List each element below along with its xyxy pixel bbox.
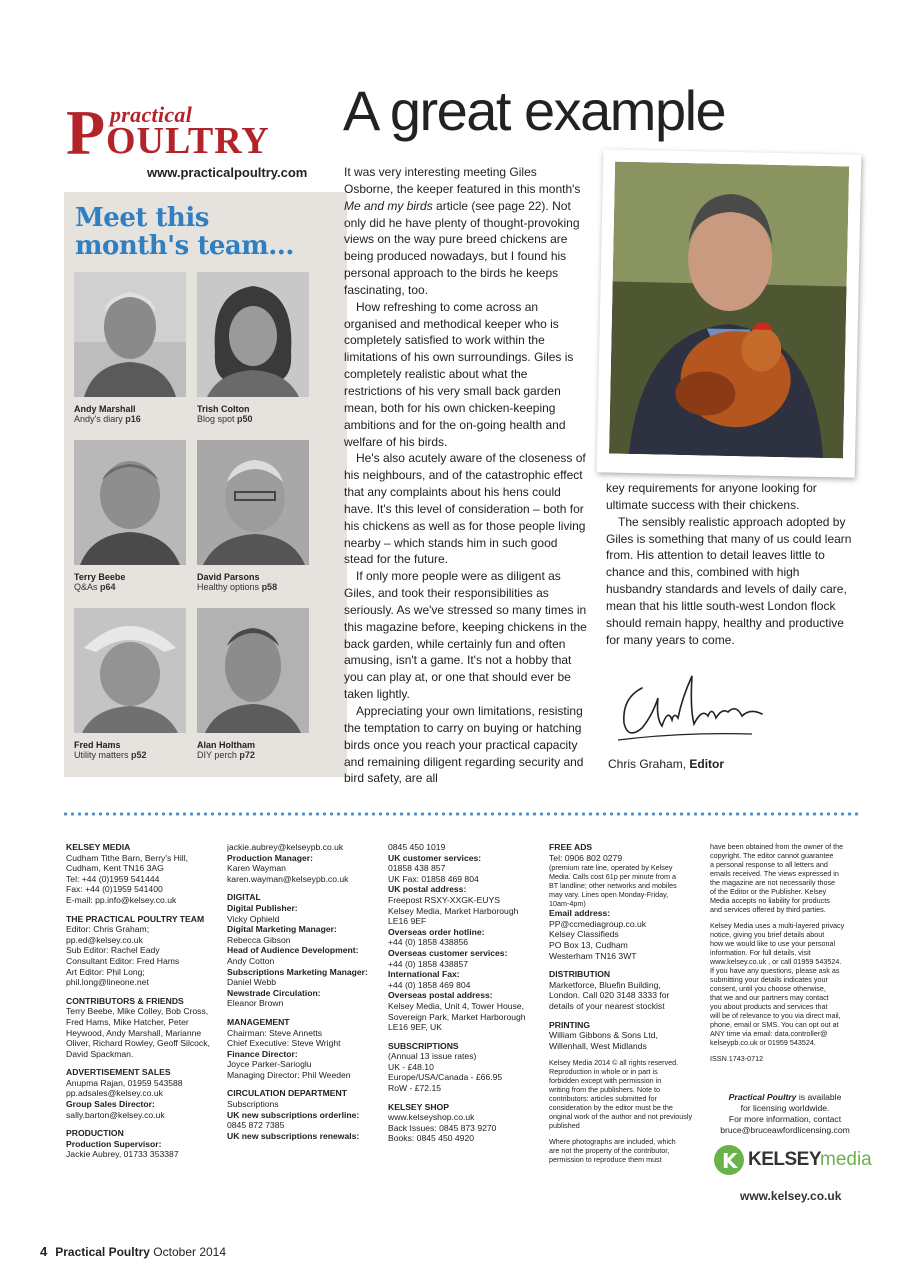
footer-line: Kelsey Media, Market Harborough xyxy=(388,905,519,916)
article-paragraph: Appreciating your own limitations, resisting the temptation to carry on buying or hatching birds once you reach your practical capacity and remaining diligent regarding security and bird safety, are all xyxy=(344,704,584,786)
portrait-photo xyxy=(74,440,186,565)
member-name: Terry Beebe xyxy=(74,572,126,582)
footer-heading: THE PRACTICAL POULTRY TEAM xyxy=(66,913,205,924)
footer-line: contributors: articles submitted for xyxy=(549,1094,657,1104)
footer-line: Fax: +44 (0)1959 541400 xyxy=(66,884,163,895)
portrait-photo xyxy=(197,440,309,565)
footer-heading: SUBSCRIPTIONS xyxy=(388,1040,459,1051)
footer-line: BT landline; other networks and mobiles xyxy=(549,881,677,891)
footer-line: UK Fax: 01858 469 804 xyxy=(388,873,479,884)
footer-line: information. For full details, visit xyxy=(710,948,811,957)
portrait-photo xyxy=(74,272,186,397)
footer-line: +44 (0) 1858 469 804 xyxy=(388,979,471,990)
footer-column-3 xyxy=(388,842,543,1144)
footer-line: Freepost RSXY-XXGK-EUYS xyxy=(388,894,500,905)
footer-line: Media accepts no liability for products xyxy=(710,896,830,905)
team-member xyxy=(197,272,309,424)
footer-line: Email address: xyxy=(549,908,611,919)
article-paragraph: The sensibly realistic approach adopted by Giles is something that many of us could learn from. His attention to detail leaves little to chance and this, combined with high husbandry standards and levels of daily care, mean that his little south-west London flock should remain happy, healthy and productive for many years to come. xyxy=(606,514,852,647)
footer-line: Rebecca Gibson xyxy=(227,934,291,945)
footer-heading: PRINTING xyxy=(549,1019,591,1030)
footer-line: +44 (0) 1858 438857 xyxy=(388,958,469,969)
team-member xyxy=(197,608,309,760)
footer-line: William Gibbons & Sons Ltd, xyxy=(549,1030,658,1041)
website-link[interactable]: www.practicalpoultry.com xyxy=(147,165,308,180)
footer-line: Subscriptions Marketing Manager: xyxy=(227,966,368,977)
footer-column-5 xyxy=(710,842,862,1063)
footer-heading: CONTRIBUTORS & FRIENDS xyxy=(66,995,184,1006)
footer-line: Kelsey Media uses a multi-layered privacy xyxy=(710,921,845,930)
footer-line: Chairman: Steve Annetts xyxy=(227,1027,323,1038)
footer-line: UK new subscriptions orderline: xyxy=(227,1109,360,1120)
portrait-photo xyxy=(74,608,186,733)
member-name: Fred Hams xyxy=(74,740,121,750)
footer-line: consent, until you choose otherwise, xyxy=(710,984,826,993)
kelsey-media-wordmark: media xyxy=(820,1149,872,1170)
footer-line: pp.adsales@kelsey.co.uk xyxy=(66,1088,163,1099)
footer-line: a personal response to all letters and xyxy=(710,860,828,869)
editor-photo-frame xyxy=(597,149,862,477)
licensing-note: Practical Poultry is available for licensing worldwide. For more information, contact bruce@bruceawfordlicensing.com xyxy=(720,1092,850,1135)
footer-line: Overseas postal address: xyxy=(388,990,493,1001)
footer-line: original work of the author and not previously published xyxy=(549,1112,693,1131)
footer-line: notice, giving you brief details about xyxy=(710,930,825,939)
footer-line: Managing Director: Phil Weeden xyxy=(227,1069,351,1080)
footer-line: (premium rate line, operated by Kelsey xyxy=(549,863,673,873)
member-name: Andy Marshall xyxy=(74,404,136,414)
footer-line: 01858 438 857 xyxy=(388,863,446,874)
footer-line: are not the property of the contributor, xyxy=(549,1146,670,1156)
licensing-email[interactable]: bruce@bruceawfordlicensing.com xyxy=(720,1125,850,1135)
footer-line: phil.long@lineone.net xyxy=(66,977,149,988)
page-folio xyxy=(40,1244,226,1259)
footer-line: Daniel Webb xyxy=(227,977,277,988)
footer-line: Group Sales Director: xyxy=(66,1099,155,1110)
footer-line: www.kelsey.co.uk , or call 01959 543524. xyxy=(710,957,842,966)
portrait-photo xyxy=(197,608,309,733)
footer-line: that we and our partners may contact xyxy=(710,993,829,1002)
footer-line: LE16 9EF xyxy=(388,916,427,927)
footer-line: copyright. The editor cannot guarantee xyxy=(710,851,834,860)
footer-heading: ADVERTISEMENT SALES xyxy=(66,1067,171,1078)
article-column-1 xyxy=(344,164,587,787)
footer-line: Karen Wayman xyxy=(227,863,286,874)
footer-line: www.kelseyshop.co.uk xyxy=(388,1112,475,1123)
footer-line: London. Call 020 3148 3333 for xyxy=(549,990,670,1001)
logo-practical: practical xyxy=(110,102,193,127)
footer-line: Reproduction in whole or in part is xyxy=(549,1067,658,1077)
member-role: Andy's diary p16 xyxy=(74,414,141,424)
spacer xyxy=(710,914,862,921)
page-number: 4 xyxy=(40,1244,48,1259)
footer-line: emails received. The views expressed in xyxy=(710,869,839,878)
editor-signature xyxy=(612,668,772,748)
footer-line: will be of relevance to you via direct mail, xyxy=(710,1011,841,1020)
kelsey-k-icon: K xyxy=(714,1145,744,1175)
footer-line: PO Box 13, Cudham xyxy=(549,939,628,950)
footer-line: UK new subscriptions renewals: xyxy=(227,1130,360,1141)
practical-poultry-logo xyxy=(66,97,326,168)
footer-line: Digital Marketing Manager: xyxy=(227,924,337,935)
footer-line: Kelsey Media 2014 © all rights reserved. xyxy=(549,1058,679,1068)
member-name: Alan Holtham xyxy=(197,740,256,750)
footer-line: Consultant Editor: Fred Hams xyxy=(66,955,180,966)
footer-line: David Spackman. xyxy=(66,1048,134,1059)
team-box xyxy=(64,192,347,777)
article-paragraph: key requirements for anyone looking for ultimate success with their chickens. xyxy=(606,481,817,512)
footer-line: Sub Editor: Rachel Eady xyxy=(66,945,160,956)
footer-line: UK postal address: xyxy=(388,884,467,895)
spacer xyxy=(710,1047,862,1054)
footer-column-1 xyxy=(66,842,216,1160)
footer-line: Editor: Chris Graham; xyxy=(66,924,150,935)
footer-line: (Annual 13 issue rates) xyxy=(388,1051,477,1062)
footer-line: and services offered by third parties. xyxy=(710,905,826,914)
footer-heading: FREE ADS xyxy=(549,842,593,852)
team-member xyxy=(74,440,186,592)
footer-line: phone, email or SMS. You can opt out at xyxy=(710,1020,839,1029)
publication-title: Practical Poultry xyxy=(55,1245,150,1259)
footer-line: Joyce Parker-Sarioglu xyxy=(227,1059,312,1070)
footer-line: Heywood, Andy Marshall, Marianne xyxy=(66,1027,202,1038)
footer-heading: KELSEY SHOP xyxy=(388,1101,449,1112)
logo-oultry: OULTRY xyxy=(106,120,270,162)
kelsey-url-link[interactable]: www.kelsey.co.uk xyxy=(740,1189,842,1203)
article-headline: A great example xyxy=(343,79,726,142)
footer-line: karen.wayman@kelseypb.co.uk xyxy=(227,873,349,884)
footer-column-2 xyxy=(227,842,382,1141)
footer-line: Andy Cotton xyxy=(227,955,275,966)
footer-line: ANY time via email: data.controller@ xyxy=(710,1029,828,1038)
footer-line: Anupma Rajan, 01959 543588 xyxy=(66,1077,183,1088)
footer-line: Finance Director: xyxy=(227,1048,298,1059)
footer-line: Overseas order hotline: xyxy=(388,926,485,937)
footer-line: Fred Hams, Mike Hatcher, Peter xyxy=(66,1016,189,1027)
portrait-photo xyxy=(197,272,309,397)
footer-column-4 xyxy=(549,842,704,1164)
member-role: Utility matters p52 xyxy=(74,750,147,760)
team-member xyxy=(197,440,309,592)
footer-line: PP@ccmediagroup.co.uk xyxy=(549,918,647,929)
footer-line: 0845 872 7385 xyxy=(227,1120,285,1131)
dotted-divider xyxy=(62,811,862,817)
spacer xyxy=(549,1051,704,1058)
footer-line: Tel: +44 (0)1959 541444 xyxy=(66,873,160,884)
footer-line: Production Supervisor: xyxy=(66,1138,162,1149)
footer-line: Cudham Tithe Barn, Berry's Hill, xyxy=(66,852,188,863)
footer-line: UK customer services: xyxy=(388,852,482,863)
footer-heading: CIRCULATION DEPARTMENT xyxy=(227,1088,347,1099)
footer-line: have been obtained from the owner of the xyxy=(710,842,844,851)
logo-letter-p: P xyxy=(66,97,106,168)
footer-line: Production Manager: xyxy=(227,852,313,863)
footer-line: permission to reproduce them must xyxy=(549,1155,662,1165)
spacer xyxy=(549,1130,704,1137)
footer-line: Subscriptions xyxy=(227,1099,279,1110)
footer-line: of the Editor or the Publisher. Kelsey xyxy=(710,887,827,896)
footer-line: sally.barton@kelsey.co.uk xyxy=(66,1109,165,1120)
article-column-2 xyxy=(606,480,856,648)
footer-line: details of your nearest stockist xyxy=(549,1000,665,1011)
footer-line: Art Editor: Phil Long; xyxy=(66,966,145,977)
footer-line: consideration by the editor must be the xyxy=(549,1103,673,1113)
footer-line: Vicky Ophield xyxy=(227,913,280,924)
member-name: Trish Colton xyxy=(197,404,250,414)
footer-line: Media. Calls cost 61p per minute from a xyxy=(549,872,677,882)
editor-photo xyxy=(609,162,849,459)
footer-line: Overseas customer services: xyxy=(388,947,508,958)
footer-line: +44 (0) 1858 438856 xyxy=(388,937,469,948)
member-role: Q&As p64 xyxy=(74,582,116,592)
footer-line: Willenhall, West Midlands xyxy=(549,1040,647,1051)
footer-heading: DIGITAL xyxy=(227,892,261,903)
footer-heading: PRODUCTION xyxy=(66,1128,124,1139)
footer-heading: KELSEY MEDIA xyxy=(66,842,131,852)
member-role: Healthy options p58 xyxy=(197,582,278,592)
footer-line: the magazine are not necessarily those xyxy=(710,878,836,887)
footer-line: Cudham, Kent TN16 3AG xyxy=(66,863,164,874)
kelsey-wordmark: KELSEY xyxy=(748,1149,822,1170)
footer-line: Europe/USA/Canada - £66.95 xyxy=(388,1072,503,1083)
footer-line: Digital Publisher: xyxy=(227,902,298,913)
kelsey-media-logo xyxy=(714,1145,872,1177)
footer-line: Kelsey Media, Unit 4, Tower House, xyxy=(388,1000,524,1011)
footer-line: LE16 9EF, UK xyxy=(388,1022,442,1033)
footer-line: ISSN 1743-0712 xyxy=(710,1054,764,1063)
footer-line: 10am-4pm) xyxy=(549,899,586,909)
footer-line: Kelsey Classifieds xyxy=(549,929,619,940)
footer-line: Head of Audience Development: xyxy=(227,945,359,956)
footer-line: writing from the publishers. Note to xyxy=(549,1085,661,1095)
footer-line: International Fax: xyxy=(388,969,460,980)
member-role: DIY perch p72 xyxy=(197,750,255,760)
footer-line: you about products and services that xyxy=(710,1002,828,1011)
footer-line: Books: 0845 450 4920 xyxy=(388,1133,475,1144)
member-name: David Parsons xyxy=(197,572,260,582)
footer-line: Newstrade Circulation: xyxy=(227,987,321,998)
footer-line: pp.ed@kelsey.co.uk xyxy=(66,934,143,945)
footer-heading: MANAGEMENT xyxy=(227,1016,290,1027)
team-title: Meet this month's team... xyxy=(75,203,294,261)
footer-line: Back Issues: 0845 873 9270 xyxy=(388,1122,497,1133)
footer-line: Oliver, Richard Rowley, Geoff Silcock, xyxy=(66,1038,210,1049)
article-paragraph: It was very interesting meeting Giles Osborne, the keeper featured in this month's Me and my birds article (see page 22). Not only did he have plenty of thought-provoking views on the way pure breed chickens are being produced nowadays, but I found his personal approach to the birds he keeps fascinating, too. xyxy=(344,165,581,297)
footer-line: Where photographs are included, which xyxy=(549,1137,676,1147)
footer-heading: DISTRIBUTION xyxy=(549,969,611,980)
footer-line: Sovereign Park, Market Harborough xyxy=(388,1011,526,1022)
footer-line: RoW - £72.15 xyxy=(388,1083,442,1094)
article-paragraph: If only more people were as diligent as Giles, and took their responsibilities as seriously. As we've stressed so many times in this magazine before, keeping chickens in the back garden, while certainly fun and often amusing, isn't a game. It's not a hobby that you can play at, or one that should ever be taken lightly. xyxy=(344,569,587,702)
footer-line: forbidden except with permission in xyxy=(549,1076,662,1086)
member-role: Blog spot p50 xyxy=(197,414,253,424)
footer-line: may vary. Lines open Monday-Friday, xyxy=(549,890,669,900)
footer-line: Marketforce, Bluefin Building, xyxy=(549,979,661,990)
footer-line: submitting your details indicates your xyxy=(710,975,828,984)
footer-line: Chief Executive: Steve Wright xyxy=(227,1038,341,1049)
footer-line: If you have any questions, please ask as xyxy=(710,966,840,975)
team-member xyxy=(74,608,186,760)
footer-line: 0845 450 1019 xyxy=(388,842,446,852)
team-member xyxy=(74,272,186,424)
footer-line: Terry Beebe, Mike Colley, Bob Cross, xyxy=(66,1006,209,1017)
footer-line: jackie.aubrey@kelseypb.co.uk xyxy=(227,842,344,852)
footer-line: UK - £48.10 xyxy=(388,1061,434,1072)
footer-line: kelseypb.co.uk or 01959 543524. xyxy=(710,1038,816,1047)
signature-caption: Chris Graham, Editor xyxy=(608,757,725,771)
article-paragraph: How refreshing to come across an organised and methodical keeper who is completely satisfied to work within the limitations of his own surroundings. Giles is completely realistic about what the restrictions of his very small back garden mean, both for his own chicken-keeping ambitions and for the on-going health and welfare of his birds. xyxy=(344,299,574,449)
footer-line: Eleanor Brown xyxy=(227,998,284,1009)
footer-line: Westerham TN16 3WT xyxy=(549,950,637,961)
footer-line: Jackie Aubrey, 01733 353387 xyxy=(66,1149,179,1160)
article-paragraph: He's also acutely aware of the closeness of his neighbours, and of the catastrophic effect that any complaints about his hens could have. It's this level of consideration – both for his chickens as well as for those people living nearby – which stands him in such good stead for the future. xyxy=(344,451,586,567)
issue-date: October 2014 xyxy=(153,1245,227,1259)
footer-line: how we would like to use your personal xyxy=(710,939,836,948)
footer-line: Tel: 0906 802 0279 xyxy=(549,852,623,863)
footer-line: E-mail: pp.info@kelsey.co.uk xyxy=(66,894,177,905)
